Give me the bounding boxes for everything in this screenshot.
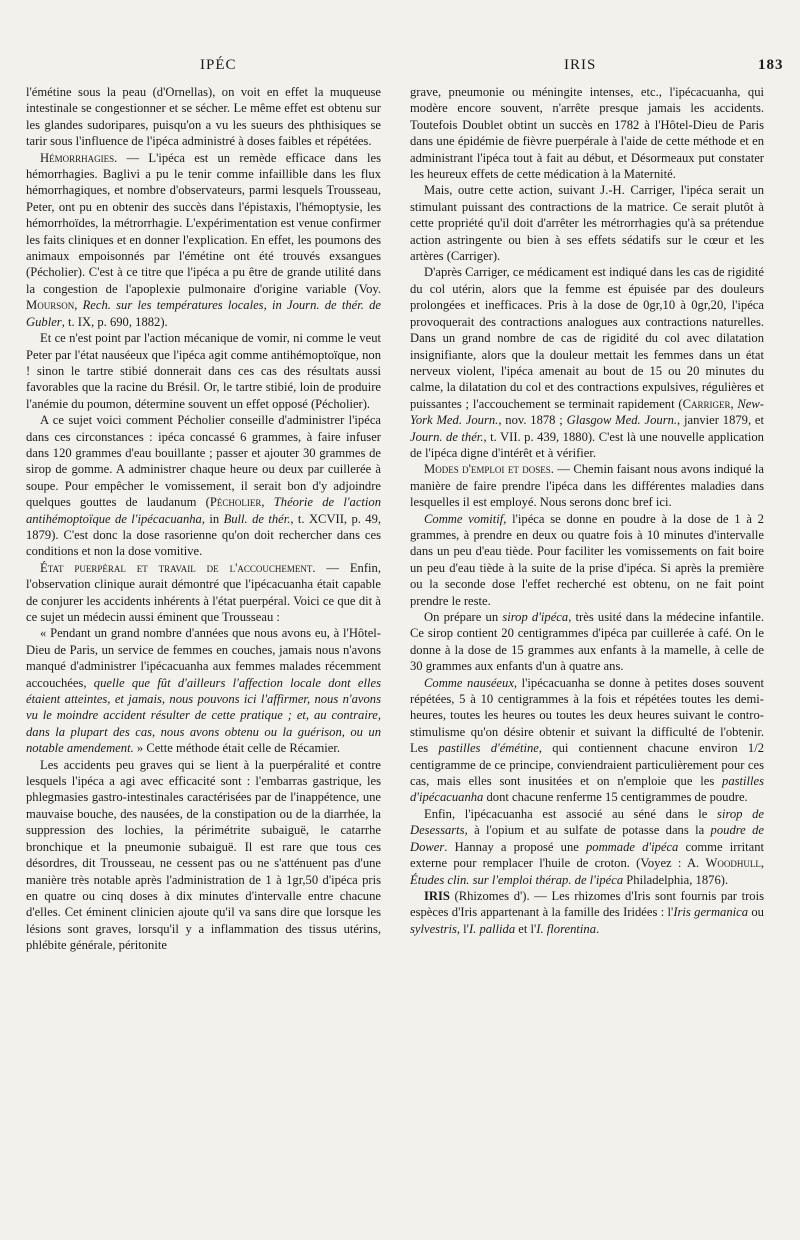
paragraph-text: A ce sujet voici comment Pécholier conseille d'administrer l'ipéca dans ces circonstances : ipéca concassé 6 grammes, à faire infuser dans 120 grammes d'eau bouillante ; passer et ajouter 30 grammes de sirop de gomme. A administrer chaque heure ou deux par cuillerée à soupe. Pour empêcher le vomissement, il serait bon d'y adjoindre quelques gouttes de laudanum ( bbox=[26, 413, 381, 510]
section-heading: État puerpéral et travail de l'accouchement. bbox=[40, 560, 316, 575]
paragraph-text: Et ce n'est point par l'action mécanique de vomir, ni comme le veut Peter par l'état nauséeux que l'ipéca agit comme antihémoptoïque, non ! sinon le tartre stibié donnerait dans ces cas des résultats aussi favorables que la racine du Brésil. Or, le tartre stibié, loin de produire l'anémie du poumon, détermine souvent un effet opposé (Pécholier). bbox=[26, 331, 381, 411]
running-header-left: IPÉC bbox=[200, 57, 237, 73]
emphasis: sirop de Desessarts bbox=[410, 806, 765, 838]
right-column bbox=[410, 84, 764, 937]
paragraph bbox=[410, 84, 764, 182]
quotation bbox=[26, 625, 381, 756]
paragraph-text: l'émétine sous la peau (d'Ornellas), on voit en effet la muqueuse intestinale se congestionner et se sécher. Le même effet est obtenu sur les glandes sudoripares, puisqu'on a vu les sueurs des phthisiques se tarir sous l'influence de l'ipéca administré à doses faibles et répétées. bbox=[26, 85, 381, 149]
running-header-right: IRIS bbox=[564, 57, 597, 73]
reference-author: Woodhull bbox=[705, 856, 761, 871]
reference-title: Théorie de l'action antihémoptoïque de l'ipécacuanha bbox=[26, 495, 382, 526]
paragraph-modes-emploi bbox=[410, 461, 764, 510]
paragraph-text: Les accidents peu graves qui se lient à la puerpéralité et contre lesquels l'ipéca a agi avec efficacité sont : l'embarras gastrique, les phlegmasies gastro-intestinales caractérisées par de l'inappétence, une mauvaise bouche, des nausées, de la constipation ou de la diarrhée, la suppression des lochies, la périmétrite subaiguë, le catarrhe bronchique et la pneumonie subaiguë. Il est rare que tous ces désordres, dit Trousseau, ne cessent pas ou ne s'atténuent pas d'une manière très notable après l'administration de 1 à 1gr,50 d'ipéca pris en quatre ou cinq doses à dix minutes d'intervalle entre chacune d'elles. Cet éminent clinicien ajoute qu'il va sans dire que lorsque les lésions sont graves, lorsqu'il y a inflammation des tissus utérins, phlébite générale, péritonite bbox=[26, 757, 381, 953]
emphasis: pommade d'ipéca bbox=[585, 839, 679, 854]
paragraph-text: ou bbox=[748, 905, 764, 920]
quotation-text: » Cette méthode était celle de Récamier. bbox=[133, 741, 341, 756]
species-name: sylvestris bbox=[410, 921, 457, 936]
paragraph-text: D'après Carriger, ce médicament est indiqué dans les cas de rigidité du col utérin, alors que la femme est épuisée par des douleurs prolongées et inefficaces. Pris à la dose de 0gr,10 à 0gr,20, l'ipéca provoquerait des contractions analogues aux contractions naturelles. Dans un grand nombre de cas de rigidité du col avec dilatation insignifiante, alors que la douleur mettait les femmes dans un état nerveux violent, l'ipéca amenait au bout de 15 ou 20 minutes du calme, la dilatation du col et des contractions expulsives, régulières et puissantes ; l'accouchement se terminait rapidement ( bbox=[410, 265, 764, 411]
reference-title: Rech. sur les températures locales, in Journ. de thér. de Gubler bbox=[26, 298, 382, 329]
paragraph bbox=[410, 806, 764, 888]
paragraph-text: , t. VII. p. 439, 1880). C'est là une nouvelle application de l'ipéca digne d'intérêt et à vérifier. bbox=[410, 429, 764, 460]
paragraph bbox=[26, 330, 381, 412]
paragraph bbox=[26, 84, 381, 150]
emphasis: pastilles d'ipécacuanha bbox=[410, 774, 764, 805]
reference-journal: New-York Med. Journ. bbox=[410, 396, 764, 428]
reference-author: Mourson bbox=[26, 298, 75, 313]
paragraph-text: — L'ipéca est un remède efficace dans les hémorrhagies. Baglivi a pu le tenir comme infaillible dans les flux hémorrhagiques, et nombre d'observateurs, parmi lesquels Trousseau, Peter, ont pu en obtenir des succès dans l'épistaxis, l'hémoptysie, les hémorrhoïdes, la métrorrhagie. L'expérimentation est venue confirmer les faits cliniques et en donner l'explication. En effet, les poumons des animaux empoisonnés par l'émétine ont été trouvés exsangues (Pécholier). C'est à ce titre que l'ipéca a pu être de grande utilité dans la congestion de l'apoplexie pulmonaire d'origine variable (Voy. bbox=[26, 150, 381, 296]
paragraph-etat-puerperal bbox=[26, 560, 381, 626]
species-name: I. pallida bbox=[468, 921, 516, 936]
reference-journal: Journ. de thér. bbox=[410, 429, 484, 444]
paragraph-text: , qui contiennent chacune environ 1/2 centigramme de ce principe, conviendraient particulièrement pour ces cas, mais elles sont inusitées et on n'emploie que les bbox=[410, 741, 764, 789]
paragraph bbox=[26, 412, 381, 560]
paragraph-text: comme irritant externe pour remplacer l'huile de croton. (Voyez : A. bbox=[410, 839, 764, 871]
paragraph-text: , à l'opium et au sulfate de potasse dans la bbox=[464, 823, 711, 838]
paragraph-text: Mais, outre cette action, suivant J.-H. Carriger, l'ipéca serait un stimulant puissant des contractions de la matrice. Ce serait plutôt à cette propriété qu'il doit d'arrêter les métrorrhagies qu'à sa prétendue action astringente ou bien à ses effets sédatifs sur le cœur et les artères (Carriger). bbox=[410, 183, 764, 264]
section-heading: Hémorrhagies. bbox=[40, 150, 118, 165]
paragraph-hemorrhagies bbox=[26, 150, 381, 330]
entry-heading: IRIS bbox=[424, 888, 450, 903]
paragraph-text: et l' bbox=[515, 921, 537, 936]
reference-separator: , bbox=[760, 856, 764, 871]
section-heading: Modes d'emploi et doses. bbox=[424, 462, 554, 477]
species-name: Iris germanica bbox=[673, 905, 749, 920]
quotation-text: « Pendant un grand nombre d'années que nous avons eu, à l'Hôtel-Dieu de Paris, un service de femmes en couches, jamais nous n'avons manqué d'administrer l'ipécacuanha aux femmes malades récemment accouchées, bbox=[26, 626, 381, 690]
reference-text: , nov. 1878 ; bbox=[498, 413, 567, 428]
emphasis: Comme nauséeux bbox=[424, 675, 514, 690]
reference-author: Carriger bbox=[682, 396, 731, 411]
emphasis: Comme vomitif bbox=[424, 511, 504, 526]
page-number: 183 bbox=[758, 57, 784, 73]
reference-tail: , t. IX, p. 690, 1882). bbox=[61, 314, 168, 329]
paragraph-text: , t. XCVII, p. 49, 1879). C'est donc la dose rasorienne qu'on doit rechercher dans ces conditions et non la dose vomitive. bbox=[26, 511, 382, 559]
quotation-emphasis: quelle que fût d'ailleurs l'affection locale dont elles étaient atteintes, et jamais, nous pouvons ici l'affirmer, nous n'avons vu le moindre accident résulter de cette pratique ; et, au contraire, dans la plupart des cas, nous avons obtenu ou la guérison, ou un notable amendement. bbox=[26, 675, 381, 756]
reference-author: Pécholier bbox=[209, 495, 262, 510]
paragraph-text: , l'ipéca se donne en poudre à la dose de 1 à 2 grammes, à prendre en deux ou quatre fois à 10 minutes d'intervalle dans un peu d'eau tiède. Pour faciliter les vomissements on fait boire un peu d'eau tiède à la suite de la prise d'ipéca. Si après la première ou la seconde dose l'effet recherché est obtenu, on ne fait point prendre le reste. bbox=[410, 511, 764, 608]
reference-separator: , bbox=[730, 396, 738, 411]
paragraph-text: . bbox=[596, 921, 600, 936]
paragraph-text: , l' bbox=[456, 921, 469, 936]
paragraph bbox=[410, 182, 764, 264]
paragraph-text: — Enfin, l'observation clinique aurait démontré que l'ipécacuanha était capable de conjurer les accidents inhérents à l'état puerpéral. Voici ce que dit à ce sujet un médecin aussi éminent que Trousseau : bbox=[26, 560, 381, 624]
reference-title: Études clin. sur l'emploi thérap. de l'ipéca bbox=[410, 872, 624, 887]
paragraph-text: . Hannay a proposé une bbox=[444, 839, 586, 854]
paragraph bbox=[410, 609, 764, 675]
species-name: I. florentina bbox=[536, 921, 596, 936]
reference-text: , janvier 1879, et bbox=[677, 413, 764, 428]
paragraph-text: dont chacune renferme 15 centigrammes de poudre. bbox=[483, 790, 748, 805]
paragraph-text: On prépare un bbox=[424, 610, 503, 624]
paragraph-text: Philadelphia, 1876). bbox=[623, 872, 729, 887]
emphasis: sirop d'ipéca bbox=[502, 610, 569, 624]
emphasis: poudre de Dower bbox=[410, 823, 765, 854]
paragraph-text: Enfin, l'ipécacuanha est associé au séné dans le bbox=[424, 806, 718, 821]
left-column bbox=[26, 84, 381, 954]
paragraph-text: — Chemin faisant nous avons indiqué la manière de faire prendre l'ipéca dans les différentes maladies dans lesquelles il est employé. Nous serons donc bref ici. bbox=[410, 462, 764, 510]
reference-journal: Glasgow Med. Journ. bbox=[566, 413, 678, 428]
paragraph-text: , l'ipécacuanha se donne à petites doses souvent répétées, 5 à 10 centigrammes à la fois et répétées toutes les demi-heures, toutes les heures ou toutes les deux heures suivant le contro-stimulisme qu'on désire obtenir et suivant la difficulté de l'obtenir. Les bbox=[410, 675, 765, 756]
paragraph-text: (Rhizomes d'). — Les rhizomes d'Iris sont fournis par trois espèces d'Iris appartenant à la famille des Iridées : l' bbox=[410, 888, 764, 920]
paragraph bbox=[26, 757, 381, 954]
paragraph-text: , très usité dans la médecine infantile. Ce sirop contient 20 centigrammes d'ipéca par cuillerée à café. On le donne à la dose de 15 grammes aux enfants à la mamelle, à celle de 30 grammes aux enfants d'un à quatre ans. bbox=[410, 610, 764, 674]
reference-separator: , bbox=[74, 298, 83, 313]
paragraph bbox=[410, 675, 764, 806]
reference-separator: , bbox=[261, 495, 274, 510]
paragraph bbox=[410, 511, 764, 609]
reference-text: , in bbox=[201, 511, 224, 526]
paragraph bbox=[410, 264, 764, 461]
emphasis: pastilles d'émétine bbox=[438, 741, 539, 756]
reference-journal: Bull. de thér. bbox=[223, 511, 291, 526]
entry-iris bbox=[410, 888, 764, 937]
paragraph-text: grave, pneumonie ou méningite intenses, etc., l'ipécacuanha, qui modère encore souvent, n'arrête presque jamais les accidents. Toutefois Doublet obtint un succès en 1782 à l'Hôtel-Dieu de Paris dans une épidémie de fièvre puerpérale à l'aide de cette méthode et en administrant l'ipéca tout à fait au début, et Désormeaux put constater les heureux effets de cette médication à la Maternité. bbox=[410, 85, 764, 182]
